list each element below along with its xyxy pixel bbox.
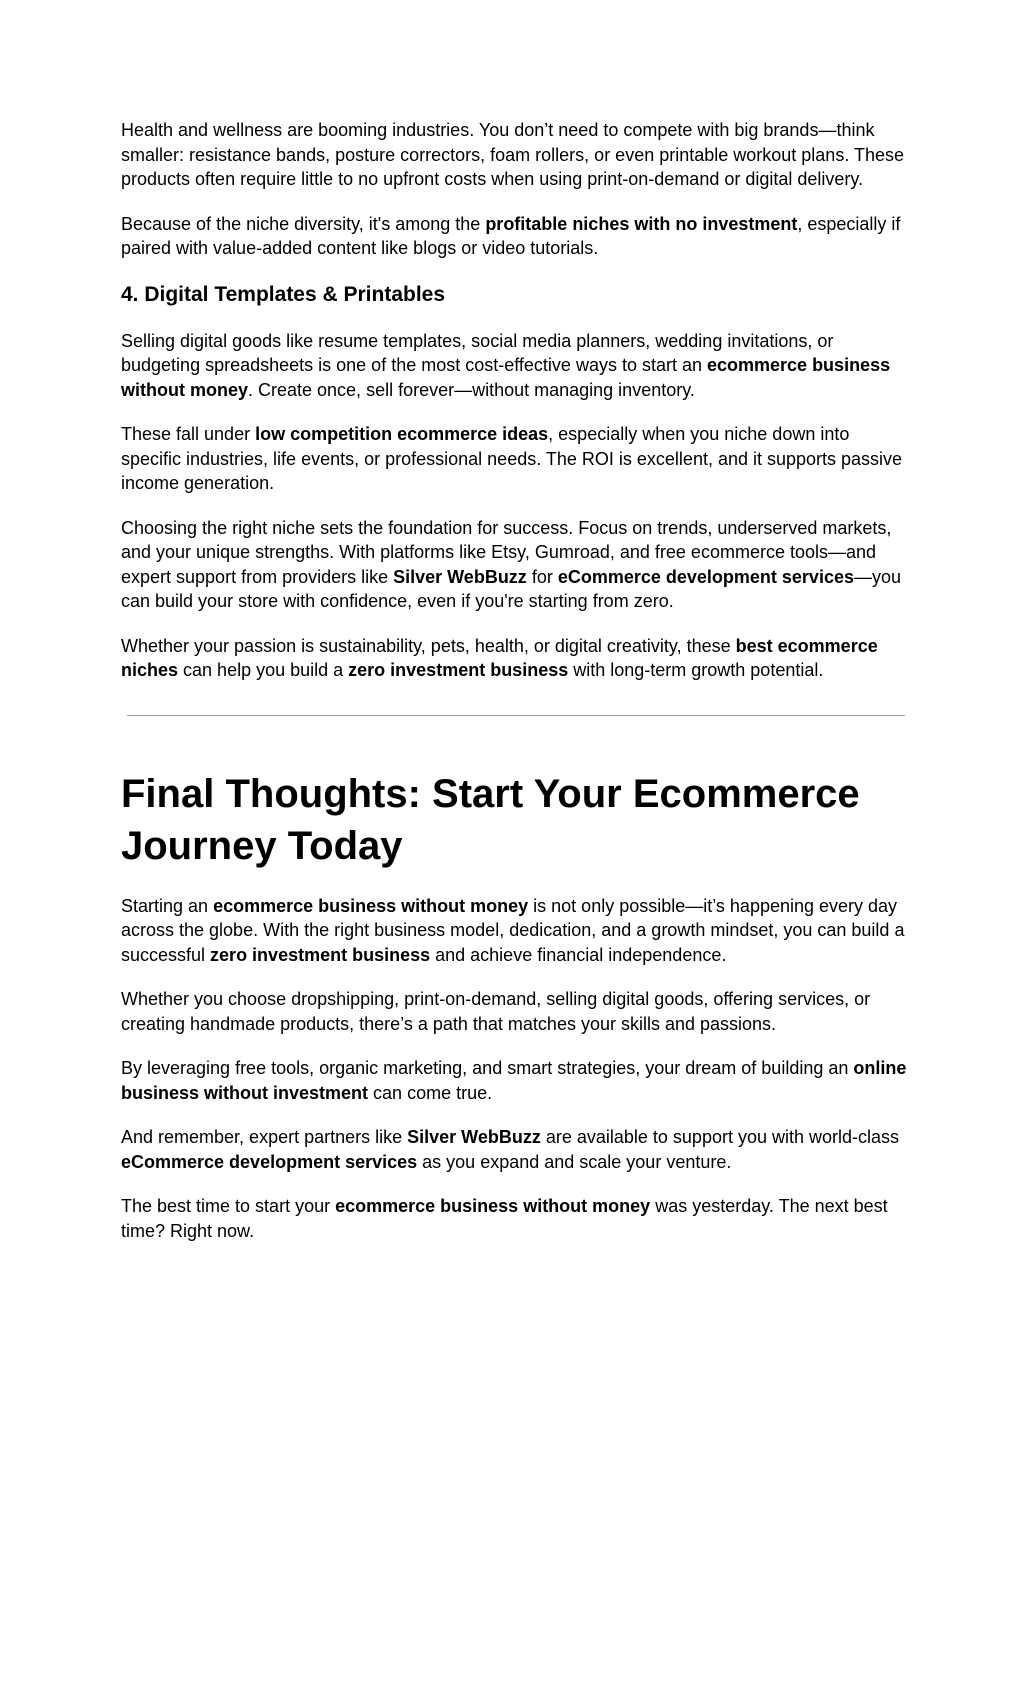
bold-keyword: best ecommerce niches bbox=[121, 635, 878, 680]
final-thoughts-section bbox=[121, 894, 911, 1244]
text-segment: as you expand and scale your venture. bbox=[417, 1151, 732, 1172]
text-segment: Because of the niche diversity, it's among the bbox=[121, 213, 486, 234]
low-competition-paragraph bbox=[121, 422, 911, 496]
best-time-paragraph bbox=[121, 1194, 911, 1243]
intro-section bbox=[121, 118, 911, 261]
leveraging-paragraph bbox=[121, 1056, 911, 1105]
document-page bbox=[121, 118, 911, 1263]
text-segment: for bbox=[526, 566, 558, 587]
text-segment: , especially if paired with value-added content like blogs or video tutorials. bbox=[121, 213, 901, 258]
bold-keyword: Silver WebBuzz bbox=[407, 1127, 541, 1147]
text-segment: Whether your passion is sustainability, pets, health, or digital creativity, these bbox=[121, 635, 736, 656]
text-segment: is not only possible—it’s happening every day across the globe. With the right business model, dedication, and a growth mindset, you can build a successful bbox=[121, 895, 905, 965]
bold-keyword: ecommerce business without money bbox=[121, 355, 891, 400]
text-segment: Choosing the right niche sets the foundation for success. Focus on trends, underserved markets, and your unique strengths. With platforms like Etsy, Gumroad, and free ecommerce tools—and expert support from providers like bbox=[121, 517, 892, 587]
text-segment: was yesterday. The next best time? Right now. bbox=[121, 1196, 888, 1241]
bold-keyword: zero investment business bbox=[348, 660, 569, 680]
partners-paragraph bbox=[121, 1125, 911, 1174]
bold-keyword: low competition ecommerce ideas bbox=[255, 424, 549, 444]
digital-goods-paragraph bbox=[121, 329, 911, 403]
text-segment: Selling digital goods like resume templates, social media planners, wedding invitations, or budgeting spreadsheets is one of the most cost-effective ways to start an bbox=[121, 330, 834, 375]
text-segment: Whether you choose dropshipping, print-on-demand, selling digital goods, offering services, or creating handmade products, there’s a path that matches your skills and passions. bbox=[121, 989, 871, 1034]
bold-keyword: online business without investment bbox=[121, 1058, 907, 1103]
digital-templates-section bbox=[121, 329, 911, 683]
text-segment: are available to support you with world-class bbox=[540, 1127, 900, 1147]
bold-keyword: ecommerce business without money bbox=[213, 895, 529, 916]
final-thoughts-heading: Final Thoughts: Start Your Ecommerce Journey Today bbox=[121, 771, 860, 868]
bold-keyword: ecommerce business without money bbox=[335, 1196, 651, 1216]
text-segment: The best time to start your bbox=[121, 1196, 336, 1216]
health-paragraph bbox=[121, 118, 911, 192]
bold-keyword: Silver WebBuzz bbox=[393, 566, 527, 587]
section-heading-digital-templates: 4. Digital Templates & Printables bbox=[121, 282, 446, 306]
text-segment: with long-term growth potential. bbox=[568, 660, 824, 680]
bold-keyword: profitable niches with no investment bbox=[485, 213, 798, 234]
text-segment: Health and wellness are booming industries. You don’t need to compete with big brands—think smaller: resistance bands, posture correctors, foam rollers, or even printable workout plans. These products often require little to no upfront costs when using print-on-demand or digital delivery. bbox=[121, 120, 905, 189]
horizontal-divider bbox=[127, 715, 905, 716]
text-segment: . Create once, sell forever—without managing inventory. bbox=[248, 379, 695, 400]
bold-keyword: eCommerce development services bbox=[557, 566, 854, 587]
text-segment: can help you build a bbox=[178, 660, 349, 680]
text-segment: can come true. bbox=[368, 1082, 493, 1103]
text-segment: and achieve financial independence. bbox=[430, 944, 727, 965]
text-segment: And remember, expert partners like bbox=[121, 1127, 408, 1147]
text-segment: , especially when you niche down into specific industries, life events, or professional needs. The ROI is excellent, and it supports passive income generation. bbox=[121, 424, 903, 493]
starting-paragraph bbox=[121, 894, 911, 968]
passion-paragraph bbox=[121, 634, 911, 683]
niche-diversity-paragraph bbox=[121, 212, 911, 261]
text-segment: Starting an bbox=[121, 895, 214, 916]
text-segment: —you can build your store with confidence, even if you're starting from zero. bbox=[121, 566, 902, 611]
text-segment: By leveraging free tools, organic marketing, and smart strategies, your dream of building an bbox=[121, 1058, 854, 1078]
text-segment: These fall under bbox=[121, 424, 256, 444]
bold-keyword: zero investment business bbox=[210, 944, 431, 965]
right-niche-paragraph bbox=[121, 516, 911, 614]
bold-keyword: eCommerce development services bbox=[121, 1151, 418, 1172]
paths-paragraph bbox=[121, 987, 911, 1036]
